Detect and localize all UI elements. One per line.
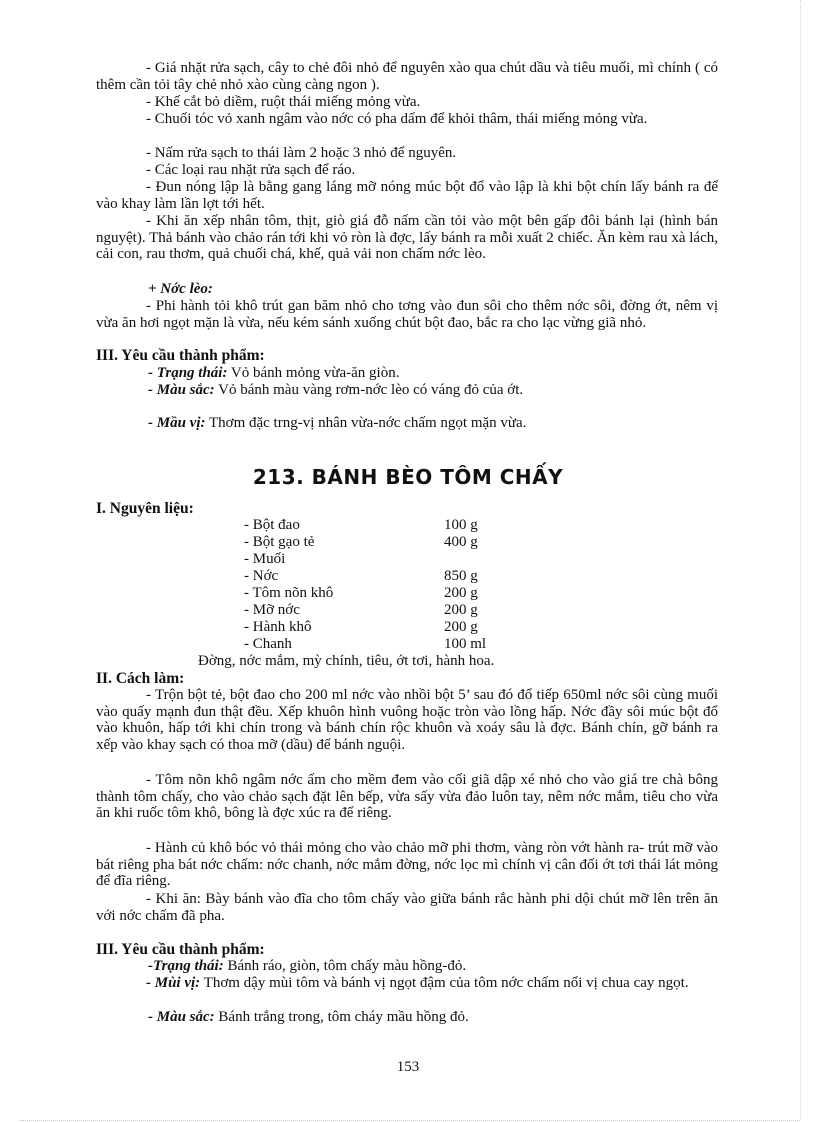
ingredient-row <box>244 619 524 636</box>
section-heading-ingredients: I. Nguyên liệu: <box>96 500 194 517</box>
ingredient-name: - Bột đao <box>244 517 300 533</box>
section-heading-requirements-2: III. Yêu cầu thành phẩm: <box>96 941 265 958</box>
ingredient-row <box>244 568 524 585</box>
page-number: 153 <box>396 1059 420 1075</box>
method-step-1: - Trộn bột tẻ, bột đao cho 200 ml nớc vào nhồi bột 5’ sau đó đổ tiếp 650ml nớc sôi cùng muối vào quấy mạnh đun thật đều. Xếp khuôn hình vuông hoặc tròn vào lồng hấp. Nớc đầy sôi múc bột đổ vào khuôn, hấp tới khi chín trong và bánh chín rộc khuôn và xoáy sâu là đợc. Bánh chín, gỡ bánh ra xếp vào khay sạch có thoa mỡ (dầu) để bánh nguội. <box>96 687 718 754</box>
paragraph-chuoi: - Chuối tóc vỏ xanh ngâm vào nớc có pha dấm để khỏi thâm, thái miếng mỏng vừa. <box>146 111 648 127</box>
ingredients-list <box>244 517 524 653</box>
nuoc-leo-label: + Nớc lèo: <box>148 281 213 297</box>
ingredient-row <box>244 636 524 653</box>
requirement-taste-2 <box>96 975 718 992</box>
paragraph-khi-an: - Khi ăn xếp nhân tôm, thịt, giò giá đỗ nấm cần tỏi vào một bên gấp đôi bánh lại (hình bán nguyệt). Thả bánh vào chảo rán tới khi vỏ ròn là đợc, lấy bánh ra mỗi xuất 2 chiếc. Ăn kèm rau xà lách, cải con, rau thơm, quả chuối chá, khế, quả vải non chấm nớc lèo. <box>96 213 718 263</box>
ingredient-name: - Tôm nõn khô <box>244 585 334 601</box>
ingredient-name: - Bột gạo tẻ <box>244 534 315 550</box>
ingredient-name: - Hành khô <box>244 619 312 635</box>
section-heading-requirements-1: III. Yêu cầu thành phẩm: <box>96 347 265 364</box>
ingredient-qty: 400 g <box>444 534 478 550</box>
ingredient-row <box>244 602 524 619</box>
ingredient-name: - Mỡ nớc <box>244 602 300 618</box>
ingredient-qty: 200 g <box>444 585 478 601</box>
requirement-color-1 <box>148 382 523 399</box>
ingredient-row <box>244 517 524 534</box>
method-step-2: - Tôm nõn khô ngâm nớc ấm cho mềm đem vào cối giã dập xé nhỏ cho vào giá tre chà bông thành tôm chấy, cho vào chảo sạch đặt lên bếp, vừa sấy vừa đảo luôn tay, nêm nớc mắm, tiêu cho vừa ăn khi ruốc tôm khô, bông là đợc xúc ra để riêng. <box>96 772 718 822</box>
ingredient-qty: 850 g <box>444 568 478 584</box>
requirement-text: Vỏ bánh mỏng vừa-ăn giòn. <box>227 365 400 381</box>
requirement-state-1 <box>148 365 399 382</box>
requirement-taste-1 <box>148 415 526 432</box>
requirement-label: - Mầu vị: <box>148 415 206 431</box>
requirement-color-2 <box>148 1009 469 1026</box>
requirement-text: Bánh trắng trong, tôm cháy mầu hồng đỏ. <box>214 1009 469 1025</box>
ingredient-row <box>244 551 524 568</box>
requirement-text: Thơm đặc trng-vị nhân vừa-nớc chấm ngọt mặn vừa. <box>205 415 527 431</box>
method-step-3: - Hành củ khô bóc vỏ thái mỏng cho vào chảo mỡ phi thơm, vàng ròn vớt hành ra- trút mỡ vào bát riêng pha bát nớc chấm: nớc chanh, nớc mắm đờng, nớc lọc mì chính vị cân đối ớt tơi thái lát mỏng để đĩa riêng. <box>96 840 718 890</box>
section-heading-method: II. Cách làm: <box>96 670 185 687</box>
paragraph-rau: - Các loại rau nhặt rửa sạch để ráo. <box>146 162 356 178</box>
page-edge-right <box>800 0 801 1120</box>
ingredient-qty <box>444 551 524 568</box>
ingredient-qty: 200 g <box>444 619 478 635</box>
page-edge-bottom <box>20 1120 800 1121</box>
ingredient-row <box>244 585 524 602</box>
paragraph-khe: - Khế cắt bỏ diềm, ruột thái miếng mỏng vừa. <box>146 94 421 110</box>
requirement-text: Vỏ bánh màu vàng rơm-nớc lèo có váng đỏ của ớt. <box>214 382 524 398</box>
ingredient-name: - Nớc <box>244 568 279 584</box>
requirement-label: - Mùi vị: <box>146 975 201 991</box>
ingredients-extra: Đờng, nớc mắm, mỳ chính, tiêu, ớt tơi, hành hoa. <box>198 653 495 669</box>
ingredient-qty: 100 ml <box>444 636 487 652</box>
ingredient-row <box>244 534 524 551</box>
requirement-text: Thơm dậy mùi tôm và bánh vị ngọt đậm của tôm nớc chấm nổi vị chua cay ngọt. <box>200 975 689 991</box>
ingredient-qty: 100 g <box>444 517 478 533</box>
requirement-text: Bánh ráo, giòn, tôm chấy màu hồng-đỏ. <box>223 958 467 974</box>
requirement-label: - Màu sắc: <box>148 382 215 398</box>
requirement-label: -Trạng thái: <box>148 958 224 974</box>
paragraph-nam: - Nấm rửa sạch to thái làm 2 hoặc 3 nhỏ để nguyên. <box>146 145 457 161</box>
ingredient-qty: 200 g <box>444 602 478 618</box>
ingredient-name: - Chanh <box>244 636 292 652</box>
method-step-4: - Khi ăn: Bày bánh vào đĩa cho tôm chấy vào giữa bánh rắc hành phi dội chút mỡ lên trên ăn với nớc chấm đã pha. <box>96 891 718 924</box>
requirement-label: - Màu sắc: <box>148 1009 215 1025</box>
paragraph-nuoc-leo: - Phi hành tỏi khô trút gan băm nhỏ cho tơng vào đun sôi cho thêm nớc sôi, đờng ớt, nêm vị vừa ăn hơi ngọt mặn là vừa, nếu kém sánh xuống chút bột đao, bắc ra cho lạc vừng giã nhỏ. <box>96 298 718 331</box>
requirement-state-2 <box>148 958 466 975</box>
requirement-label: - Trạng thái: <box>148 365 228 381</box>
paragraph-dun-nong: - Đun nóng lập là bằng gang láng mỡ nóng múc bột đổ vào lập là khi bột chín lấy bánh ra để vào khay làm lần lợt tới hết. <box>96 179 718 212</box>
paragraph-gia: - Giá nhặt rửa sạch, cây to chẻ đôi nhỏ để nguyên xào qua chút dầu và tiêu muối, mì chính ( có thêm cần tỏi tây chẻ nhỏ xào cùng càng ngon ). <box>96 60 718 93</box>
recipe-title: 213. BÁNH BÈO TÔM CHẤY <box>252 465 564 489</box>
ingredient-name: - Muối <box>244 551 286 567</box>
